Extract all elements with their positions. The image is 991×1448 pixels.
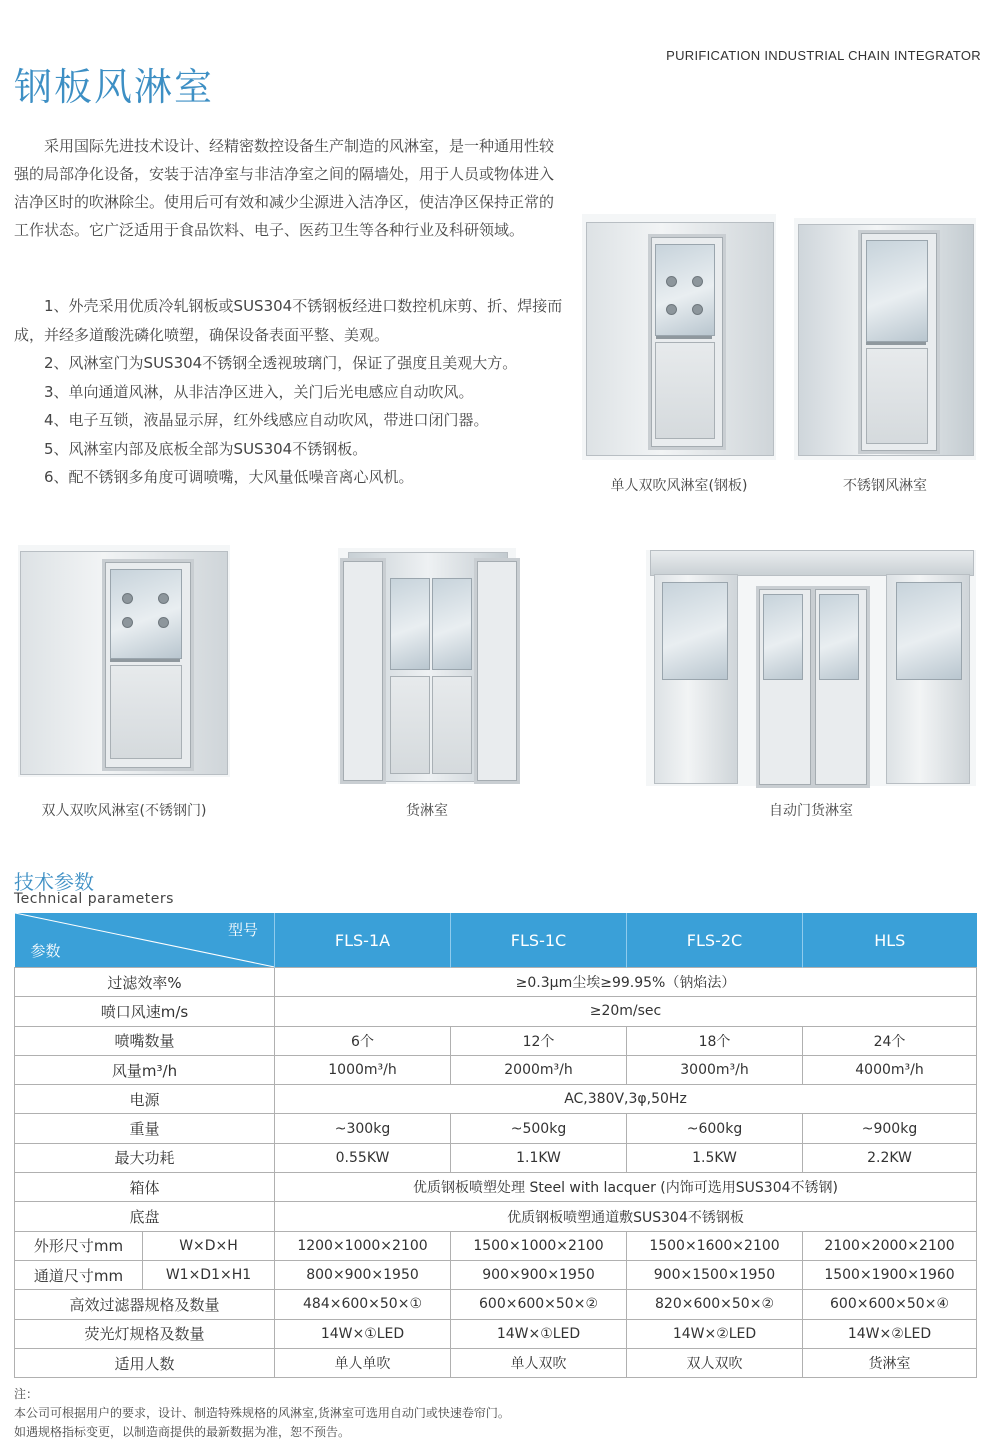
row-value: 1500×1000×2100 bbox=[451, 1231, 627, 1260]
row-value: 单人单吹 bbox=[275, 1348, 451, 1377]
model-header: FLS-1C bbox=[451, 913, 627, 968]
table-row bbox=[15, 1319, 977, 1348]
feature-item: 6、配不锈钢多角度可调喷嘴，大风量低噪音离心风机。 bbox=[44, 468, 414, 486]
feature-item: 4、电子互锁，液晶显示屏，红外线感应自动吹风，带进口闭门器。 bbox=[44, 411, 489, 429]
row-value: 1.1KW bbox=[451, 1143, 627, 1172]
notes-block bbox=[14, 1385, 510, 1442]
row-label: 荧光灯规格及数量 bbox=[15, 1319, 275, 1348]
row-value: 货淋室 bbox=[803, 1348, 977, 1377]
photo-caption: 单人双吹风淋室(钢板) bbox=[610, 478, 748, 494]
note-line: 如遇规格指标变更，以制造商提供的最新数据为准，恕不预告。 bbox=[14, 1425, 351, 1439]
section-subtitle: Technical parameters bbox=[14, 891, 174, 907]
row-value: 6个 bbox=[275, 1026, 451, 1055]
corner-label-param: 参数 bbox=[30, 942, 61, 960]
row-label: 电源 bbox=[15, 1085, 275, 1114]
product-photo-cargo bbox=[338, 548, 516, 784]
table-row bbox=[15, 1231, 977, 1260]
model-header: FLS-2C bbox=[627, 913, 803, 968]
row-sublabel: W×D×H bbox=[143, 1231, 275, 1260]
row-value: 1500×1600×2100 bbox=[627, 1231, 803, 1260]
row-value: ~900kg bbox=[803, 1114, 977, 1143]
intro-paragraph: 采用国际先进技术设计、经精密数控设备生产制造的风淋室，是一种通用性较强的局部净化设备，安装于洁净室与非洁净室之间的隔墙处，用于人员或物体进入洁净区时的吹淋除尘。使用后可有效和减少尘源进入洁净区，使洁净区保持正常的工作状态。它广泛适用于食品饮料、电子、医药卫生等各种行业及科研领域。 bbox=[14, 137, 555, 239]
row-value: 1200×1000×2100 bbox=[275, 1231, 451, 1260]
product-photo-single-steel bbox=[582, 214, 776, 460]
row-value: 14W×①LED bbox=[451, 1319, 627, 1348]
row-value: 14W×①LED bbox=[275, 1319, 451, 1348]
row-value: ≥0.3μm尘埃≥99.95%（钠焰法） bbox=[275, 968, 977, 997]
row-value: 12个 bbox=[451, 1026, 627, 1055]
corner-label-model: 型号 bbox=[227, 921, 258, 939]
table-row bbox=[15, 1143, 977, 1172]
row-label: 通道尺寸mm bbox=[15, 1260, 143, 1289]
row-value: ~300kg bbox=[275, 1114, 451, 1143]
model-header: FLS-1A bbox=[275, 913, 451, 968]
row-value: 1000m³/h bbox=[275, 1055, 451, 1084]
row-value: ~500kg bbox=[451, 1114, 627, 1143]
photo-caption: 不锈钢风淋室 bbox=[843, 478, 927, 494]
table-row bbox=[15, 1026, 977, 1055]
photo-caption: 货淋室 bbox=[406, 803, 448, 819]
table-row bbox=[15, 1290, 977, 1319]
parameters-table bbox=[14, 913, 977, 1378]
row-value: 900×1500×1950 bbox=[627, 1260, 803, 1289]
feature-item: 2、风淋室门为SUS304不锈钢全透视玻璃门，保证了强度且美观大方。 bbox=[44, 354, 518, 372]
product-photo-stainless bbox=[794, 218, 976, 460]
row-value: 2.2KW bbox=[803, 1143, 977, 1172]
row-sublabel: W1×D1×H1 bbox=[143, 1260, 275, 1289]
row-value: 24个 bbox=[803, 1026, 977, 1055]
row-value: 14W×②LED bbox=[803, 1319, 977, 1348]
photo-caption: 双人双吹风淋室(不锈钢门) bbox=[41, 803, 207, 819]
row-value: 4000m³/h bbox=[803, 1055, 977, 1084]
row-value: 820×600×50×② bbox=[627, 1290, 803, 1319]
row-label: 重量 bbox=[15, 1114, 275, 1143]
row-value: 900×900×1950 bbox=[451, 1260, 627, 1289]
row-value: 1.5KW bbox=[627, 1143, 803, 1172]
table-header-row bbox=[15, 913, 977, 968]
row-label: 适用人数 bbox=[15, 1348, 275, 1377]
row-value: 484×600×50×① bbox=[275, 1290, 451, 1319]
row-value: 双人双吹 bbox=[627, 1348, 803, 1377]
brand-tagline: PURIFICATION INDUSTRIAL CHAIN INTEGRATOR bbox=[666, 48, 981, 63]
row-value: 单人双吹 bbox=[451, 1348, 627, 1377]
note-line: 本公司可根据用户的要求，设计、制造特殊规格的风淋室,货淋室可选用自动门或快速卷帘门。 bbox=[14, 1406, 510, 1420]
product-photo-auto-door-cargo bbox=[646, 550, 976, 786]
table-row bbox=[15, 1085, 977, 1114]
table-row bbox=[15, 1202, 977, 1231]
row-value: 600×600×50×② bbox=[451, 1290, 627, 1319]
row-label: 底盘 bbox=[15, 1202, 275, 1231]
row-value: 600×600×50×④ bbox=[803, 1290, 977, 1319]
table-corner-cell bbox=[15, 913, 275, 968]
table-row bbox=[15, 1348, 977, 1377]
row-value: 1500×1900×1960 bbox=[803, 1260, 977, 1289]
row-value: 优质钢板喷塑处理 Steel with lacquer (内饰可选用SUS304不锈钢) bbox=[275, 1173, 977, 1202]
note-line: 注： bbox=[14, 1387, 39, 1401]
row-label: 喷嘴数量 bbox=[15, 1026, 275, 1055]
row-label: 喷口风速m/s bbox=[15, 997, 275, 1026]
table-row bbox=[15, 1173, 977, 1202]
row-value: 800×900×1950 bbox=[275, 1260, 451, 1289]
product-photo-double-stainless-door bbox=[18, 545, 230, 777]
row-value: ≥20m/sec bbox=[275, 997, 977, 1026]
row-label: 箱体 bbox=[15, 1173, 275, 1202]
feature-item: 3、单向通道风淋，从非洁净区进入，关门后光电感应自动吹风。 bbox=[44, 382, 474, 401]
feature-item: 1、外壳采用优质冷轧钢板或SUS304不锈钢板经进口数控机床剪、折、焊接而成，并经多道酸洗磷化喷塑，确保设备表面平整、美观。 bbox=[14, 297, 563, 344]
row-label: 过滤效率% bbox=[15, 968, 275, 997]
model-header: HLS bbox=[803, 913, 977, 968]
row-value: 14W×②LED bbox=[627, 1319, 803, 1348]
table-row bbox=[15, 1114, 977, 1143]
feature-list bbox=[14, 292, 574, 492]
section-title: 技术参数 bbox=[14, 870, 94, 894]
page-title: 钢板风淋室 bbox=[14, 65, 215, 109]
row-label: 外形尺寸mm bbox=[15, 1231, 143, 1260]
row-value: ~600kg bbox=[627, 1114, 803, 1143]
row-value: 2000m³/h bbox=[451, 1055, 627, 1084]
table-row bbox=[15, 997, 977, 1026]
row-value: 0.55KW bbox=[275, 1143, 451, 1172]
table-row bbox=[15, 1260, 977, 1289]
table-row bbox=[15, 968, 977, 997]
row-value: 2100×2000×2100 bbox=[803, 1231, 977, 1260]
row-label: 最大功耗 bbox=[15, 1143, 275, 1172]
row-label: 风量m³/h bbox=[15, 1055, 275, 1084]
row-value: AC,380V,3φ,50Hz bbox=[275, 1085, 977, 1114]
row-value: 优质钢板喷塑通道敷SUS304不锈钢板 bbox=[275, 1202, 977, 1231]
row-value: 3000m³/h bbox=[627, 1055, 803, 1084]
photo-caption: 自动门货淋室 bbox=[769, 803, 853, 819]
row-label: 高效过滤器规格及数量 bbox=[15, 1290, 275, 1319]
row-value: 18个 bbox=[627, 1026, 803, 1055]
feature-item: 5、风淋室内部及底板全部为SUS304不锈钢板。 bbox=[44, 439, 368, 458]
table-row bbox=[15, 1055, 977, 1084]
